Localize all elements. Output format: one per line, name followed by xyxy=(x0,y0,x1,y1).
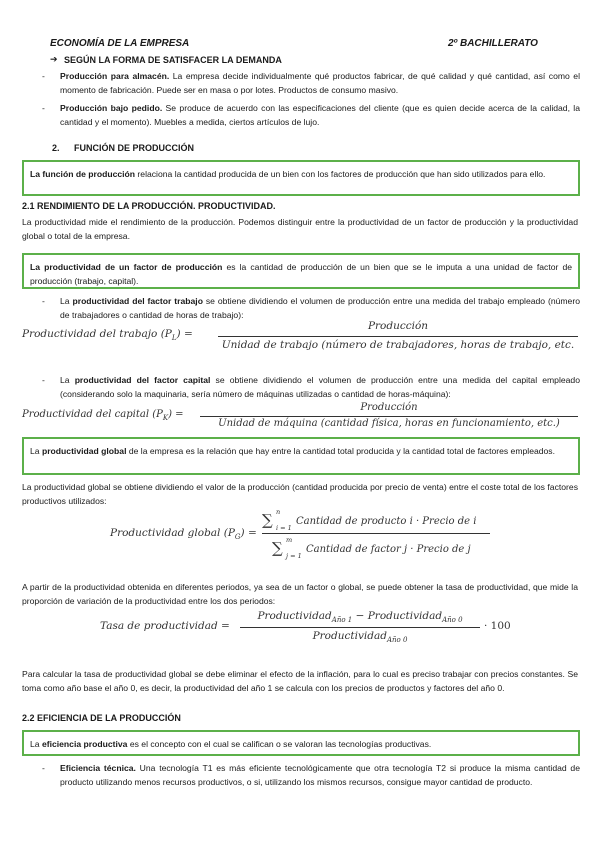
f-tasa-den: Productividad xyxy=(312,630,387,642)
box1-term: La función de producción xyxy=(30,169,136,179)
box-productividad-factor xyxy=(22,253,580,289)
formula-trabajo-lhs xyxy=(22,328,193,342)
dash-icon: - xyxy=(42,296,45,306)
fraction-line xyxy=(262,533,490,534)
paragraph-inflacion: Para calcular la tasa de productividad global se debe eliminar el efecto de la inflación, para lo cual es preciso trabajar con precios constantes. Se toma como año base el año 0, es decir, la productividad del año 1 se calcula con los precios de productos y factores del año 0. xyxy=(22,669,578,693)
formula-trabajo-den: Unidad de trabajo (número de trabajadores, horas de trabajo, etc. xyxy=(221,339,575,351)
f-tasa-sub-den: Año 0 xyxy=(386,636,408,645)
sec2-num: 2. xyxy=(52,143,60,153)
f-global-num-top: n xyxy=(276,508,281,516)
item-almacen-text: La empresa decide individualmente qué productos fabricar, de qué calidad y qué cantidad, así como el momento de fabricación. Puede ser en masa o por lotes. Productos de consumo masivo. xyxy=(60,71,580,95)
box3-text: de la empresa es la relación que hay entre la cantidad total producida y la cantidad total de factores empleados. xyxy=(126,446,555,456)
f-capital-lhs: Productividad del capital (P xyxy=(22,409,163,420)
fraction-line xyxy=(218,336,578,337)
f-tasa-num-b: Productividad xyxy=(367,610,443,622)
header-course: 2º BACHILLERATO xyxy=(448,38,538,49)
formula-global-den: Cantidad de factor j · Precio de j xyxy=(306,544,471,555)
demand-title: SEGÚN LA FORMA DE SATISFACER LA DEMANDA xyxy=(64,55,282,65)
formula-tasa-lhs: Tasa de productividad = xyxy=(100,620,230,632)
box-eficiencia xyxy=(22,730,580,756)
box1-text: relaciona la cantidad producida de un bien con los factores de producción que han sido utilizados para ello. xyxy=(135,169,546,179)
box3-pre: La xyxy=(30,446,42,456)
dash-icon: - xyxy=(42,103,45,113)
arrow-icon: ➔ xyxy=(50,54,58,64)
item-pedido-text: Se produce de acuerdo con las especificaciones del cliente (que es quien decide acerca de la calidad, la cantidad y el momento). Muebles a medida, ciertos artículos de lujo. xyxy=(60,103,580,127)
bullet-tecnica-term: Eficiencia técnica. xyxy=(60,763,136,773)
f-global-close: ) = xyxy=(240,527,257,539)
formula-trabajo-num: Producción xyxy=(367,320,429,332)
bullet-capital xyxy=(60,373,580,401)
formula-tasa-den xyxy=(240,630,480,644)
f-capital-close: ) = xyxy=(168,409,184,420)
f-global-den-bot: j = 1 xyxy=(286,552,302,560)
formula-tasa-num xyxy=(240,610,480,624)
formula-capital-den: Unidad de máquina (cantidad física, horas en funcionamiento, etc.) xyxy=(218,418,560,429)
paragraph-productividad: La productividad mide el rendimiento de la producción. Podemos distinguir entre la productividad de un factor de producción y la productividad global o total de la empresa. xyxy=(22,217,578,241)
fraction-line xyxy=(200,416,578,417)
box4-term: eficiencia productiva xyxy=(41,739,128,749)
formula-capital-lhs xyxy=(22,409,184,422)
bullet-tecnica-text: Una tecnología T1 es más eficiente tecnológicamente que otra tecnología T2 si produce la misma cantidad de producto utilizando menos recursos productivos, o si, utilizando los mismos recursos, consigue mayor cantidad de producto. xyxy=(60,763,580,787)
sec2-title: FUNCIÓN DE PRODUCCIÓN xyxy=(74,143,195,153)
box-funcion-produccion xyxy=(22,160,580,196)
dash-icon: - xyxy=(42,71,45,81)
paragraph-tasa: A partir de la productividad obtenida en diferentes periodos, ya sea de un factor o global, se puede obtener la tasa de productividad, que mide la proporción de variación de la productividad entre los dos periodos: xyxy=(22,582,578,606)
f-tasa-num-a: Productividad xyxy=(257,610,332,622)
box3-term: productividad global xyxy=(41,446,127,456)
box4-text: es el concepto con el cual se califican o se valoran las tecnologías productivas. xyxy=(127,739,432,749)
formula-global-num: Cantidad de producto i · Precio de i xyxy=(296,516,477,527)
paragraph-global: La productividad global se obtiene dividiendo el valor de la producción (cantidad producida por precio de venta) entre el coste total de los factores productivos utilizados: xyxy=(22,482,578,506)
formula-tasa-tail: · 100 xyxy=(484,620,511,632)
formula-global-lhs xyxy=(110,527,257,541)
header-subject: ECONOMÍA DE LA EMPRESA xyxy=(50,38,190,49)
f-tasa-minus: − xyxy=(352,610,368,622)
f-tasa-sub-b: Año 0 xyxy=(442,616,463,625)
bullet-capital-term: productividad del factor capital xyxy=(74,375,211,385)
box4-pre: La xyxy=(30,739,42,749)
formula-capital-num: Producción xyxy=(360,402,418,413)
box2-text: es la cantidad de producción de un bien que se le imputa a una unidad de factor de producción (trabajo, capital). xyxy=(30,262,572,286)
f-tasa-sub-a: Año 1 xyxy=(331,616,353,625)
sigma-icon: ∑ xyxy=(262,511,273,529)
bullet-capital-text: se obtiene dividiendo el volumen de producción entre una medida del capital empleado (considerando solo la maquinaria, sería número de máquinas utilizadas o cantidad de horas-máquina): xyxy=(60,375,580,399)
bullet-trabajo xyxy=(60,294,580,322)
f-global-lhs: Productividad global (P xyxy=(110,527,235,539)
box-productividad-global xyxy=(22,437,580,475)
sigma-icon: ∑ xyxy=(272,539,283,557)
box2-term: La productividad de un factor de producción xyxy=(30,262,223,272)
f-trabajo-lhs: Productividad del trabajo (P xyxy=(22,328,172,340)
fraction-line xyxy=(240,627,480,628)
sec22-title: 2.2 EFICIENCIA DE LA PRODUCCIÓN xyxy=(22,713,181,723)
f-global-den-top: m xyxy=(286,536,293,544)
bullet-trabajo-text: se obtiene dividiendo el volumen de producción entre una medida del trabajo empleado (número de trabajadores o cantidad de horas de trabajo): xyxy=(60,296,580,320)
bullet-trabajo-term: productividad del factor trabajo xyxy=(72,296,203,306)
f-trabajo-sub: L xyxy=(171,334,177,343)
sec21-title: 2.1 RENDIMIENTO DE LA PRODUCCIÓN. PRODUCTIVIDAD. xyxy=(22,201,276,211)
dash-icon: - xyxy=(42,375,45,385)
item-pedido xyxy=(60,101,580,129)
f-capital-sub: K xyxy=(162,414,169,422)
dash-icon: - xyxy=(42,763,45,773)
f-trabajo-close: ) = xyxy=(176,328,193,340)
bullet-eficiencia-tecnica xyxy=(60,761,580,789)
bullet-trabajo-pre: La xyxy=(60,296,73,306)
item-almacen-term: Producción para almacén. xyxy=(60,71,170,81)
bullet-capital-pre: La xyxy=(60,375,75,385)
item-pedido-term: Producción bajo pedido. xyxy=(60,103,163,113)
f-global-sub: G xyxy=(234,533,241,542)
item-almacen xyxy=(60,69,580,97)
f-global-num-bot: i = 1 xyxy=(276,524,292,532)
